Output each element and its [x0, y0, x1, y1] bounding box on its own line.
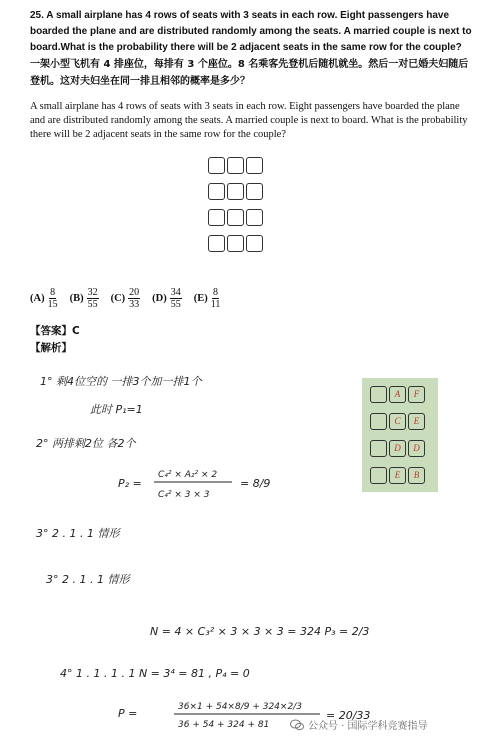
hw-line-9d: = 20/33: [326, 709, 371, 722]
seat-diagram: [208, 157, 263, 261]
hw-line-1: 1° 剩4位空的 一排3个加一排1个: [40, 375, 202, 388]
annotated-seat: D: [389, 440, 406, 457]
choice-e: [194, 287, 221, 310]
fraction-numerator: 8: [50, 287, 56, 298]
choice-d: [152, 287, 182, 310]
hw-line-4d: = 8/9: [240, 477, 271, 490]
question-english-serif: A small airplane has 4 rows of seats with 3 seats in each row. Eight passengers have boarded the plane and are distributed randomly among the seats. A married couple is next to board. What is the probability there will be 2 adjacent seats in the same row for the couple?: [30, 101, 468, 140]
choice-label: (A): [30, 293, 45, 304]
fraction-denominator: 11: [210, 299, 221, 310]
seat: [227, 183, 244, 200]
annotated-seat: D: [408, 440, 425, 457]
hw-line-4b: C₄² × A₂² × 2: [158, 470, 218, 480]
hw-line-6: 3° 2 . 1 . 1 情形: [46, 573, 130, 586]
annotated-seat-row: [370, 413, 425, 430]
seat-row: [208, 183, 263, 200]
fraction-denominator: 33: [129, 299, 140, 310]
choice-fraction: [170, 287, 182, 310]
choice-c: [111, 287, 141, 310]
seat-row: [208, 209, 263, 226]
seat: [227, 157, 244, 174]
annotated-seat: [370, 440, 387, 457]
hw-line-9b: 36×1 + 54×8/9 + 324×2/3: [178, 702, 302, 712]
seat: [246, 183, 263, 200]
choice-label: (D): [152, 293, 167, 304]
wechat-icon: [290, 719, 304, 731]
choice-fraction: [87, 287, 99, 310]
fraction-denominator: 55: [87, 299, 98, 310]
seat: [208, 209, 225, 226]
hw-line-5: 3° 2 . 1 . 1 情形: [36, 527, 120, 540]
hw-line-7: N = 4 × C₃² × 3 × 3 × 3 = 324 P₃ = 2/3: [150, 625, 370, 638]
choice-label: (C): [110, 293, 126, 304]
seat-row: [208, 235, 263, 252]
seat: [208, 235, 225, 252]
hw-line-9c: 36 + 54 + 324 + 81: [178, 720, 270, 730]
answer-choices: [30, 287, 220, 310]
seat: [227, 209, 244, 226]
fraction-numerator: 20: [129, 287, 140, 298]
hw-line-3: 2° 两排剩2位 各2个: [36, 437, 136, 450]
hw-line-4a: P₂ =: [118, 477, 142, 490]
annotated-seat: E: [389, 467, 406, 484]
annotated-seat: A: [389, 386, 406, 403]
analysis-heading: 【解析】: [30, 342, 72, 354]
seat: [208, 183, 225, 200]
annotated-seat-row: [370, 467, 425, 484]
annotated-seat: E: [408, 413, 425, 430]
annotated-seat: [370, 386, 387, 403]
choice-fraction: [128, 287, 140, 310]
annotated-seat: [370, 413, 387, 430]
choice-fraction: [48, 287, 58, 310]
seat: [208, 157, 225, 174]
watermark: [290, 717, 428, 732]
hw-line-9a: P =: [118, 707, 138, 720]
question-english-bold: 25. A small airplane has 4 rows of seats with 3 seats in each row. Eight passengers have boarded the plane and are distributed randomly among the seats. A married couple is next to board.What is the probability there will be 2 adjacent seats in the same row for the couple?: [30, 10, 472, 53]
hw-line-8: 4° 1 . 1 . 1 . 1 N = 3⁴ = 81 , P₄ = 0: [60, 667, 250, 680]
fraction-denominator: 15: [47, 299, 58, 310]
choice-a: [30, 287, 58, 310]
seat: [246, 235, 263, 252]
fraction-denominator: 55: [170, 299, 181, 310]
question-chinese: 一架小型飞机有 4 排座位，每排有 3 个座位。8 名乘客先登机后随机就坐。然后一对已婚夫妇随后登机。这对夫妇坐在同一排且相邻的概率是多少？: [30, 59, 469, 87]
hw-line-2: 此时 P₁=1: [90, 403, 143, 416]
annotated-seat: [370, 467, 387, 484]
fraction-numerator: 34: [170, 287, 181, 298]
annotated-seat: B: [408, 467, 425, 484]
choice-b: [70, 287, 99, 310]
seat: [246, 157, 263, 174]
choice-label: (B): [69, 293, 84, 304]
answer-line: 【答案】C: [30, 325, 80, 337]
seat: [246, 209, 263, 226]
choice-label: (E): [193, 293, 208, 304]
fraction-numerator: 8: [213, 287, 219, 298]
annotated-seat-diagram: [362, 378, 438, 492]
seat: [227, 235, 244, 252]
choice-fraction: [211, 287, 221, 310]
hw-line-4c: C₄² × 3 × 3: [158, 490, 210, 500]
seat-row: [208, 157, 263, 174]
annotated-seat: F: [408, 386, 425, 403]
fraction-numerator: 32: [87, 287, 98, 298]
annotated-seat-row: [370, 440, 425, 457]
watermark-text: 公众号 · 国际学科竞赛指导: [308, 721, 428, 732]
annotated-seat-row: [370, 386, 425, 403]
annotated-seat: C: [389, 413, 406, 430]
